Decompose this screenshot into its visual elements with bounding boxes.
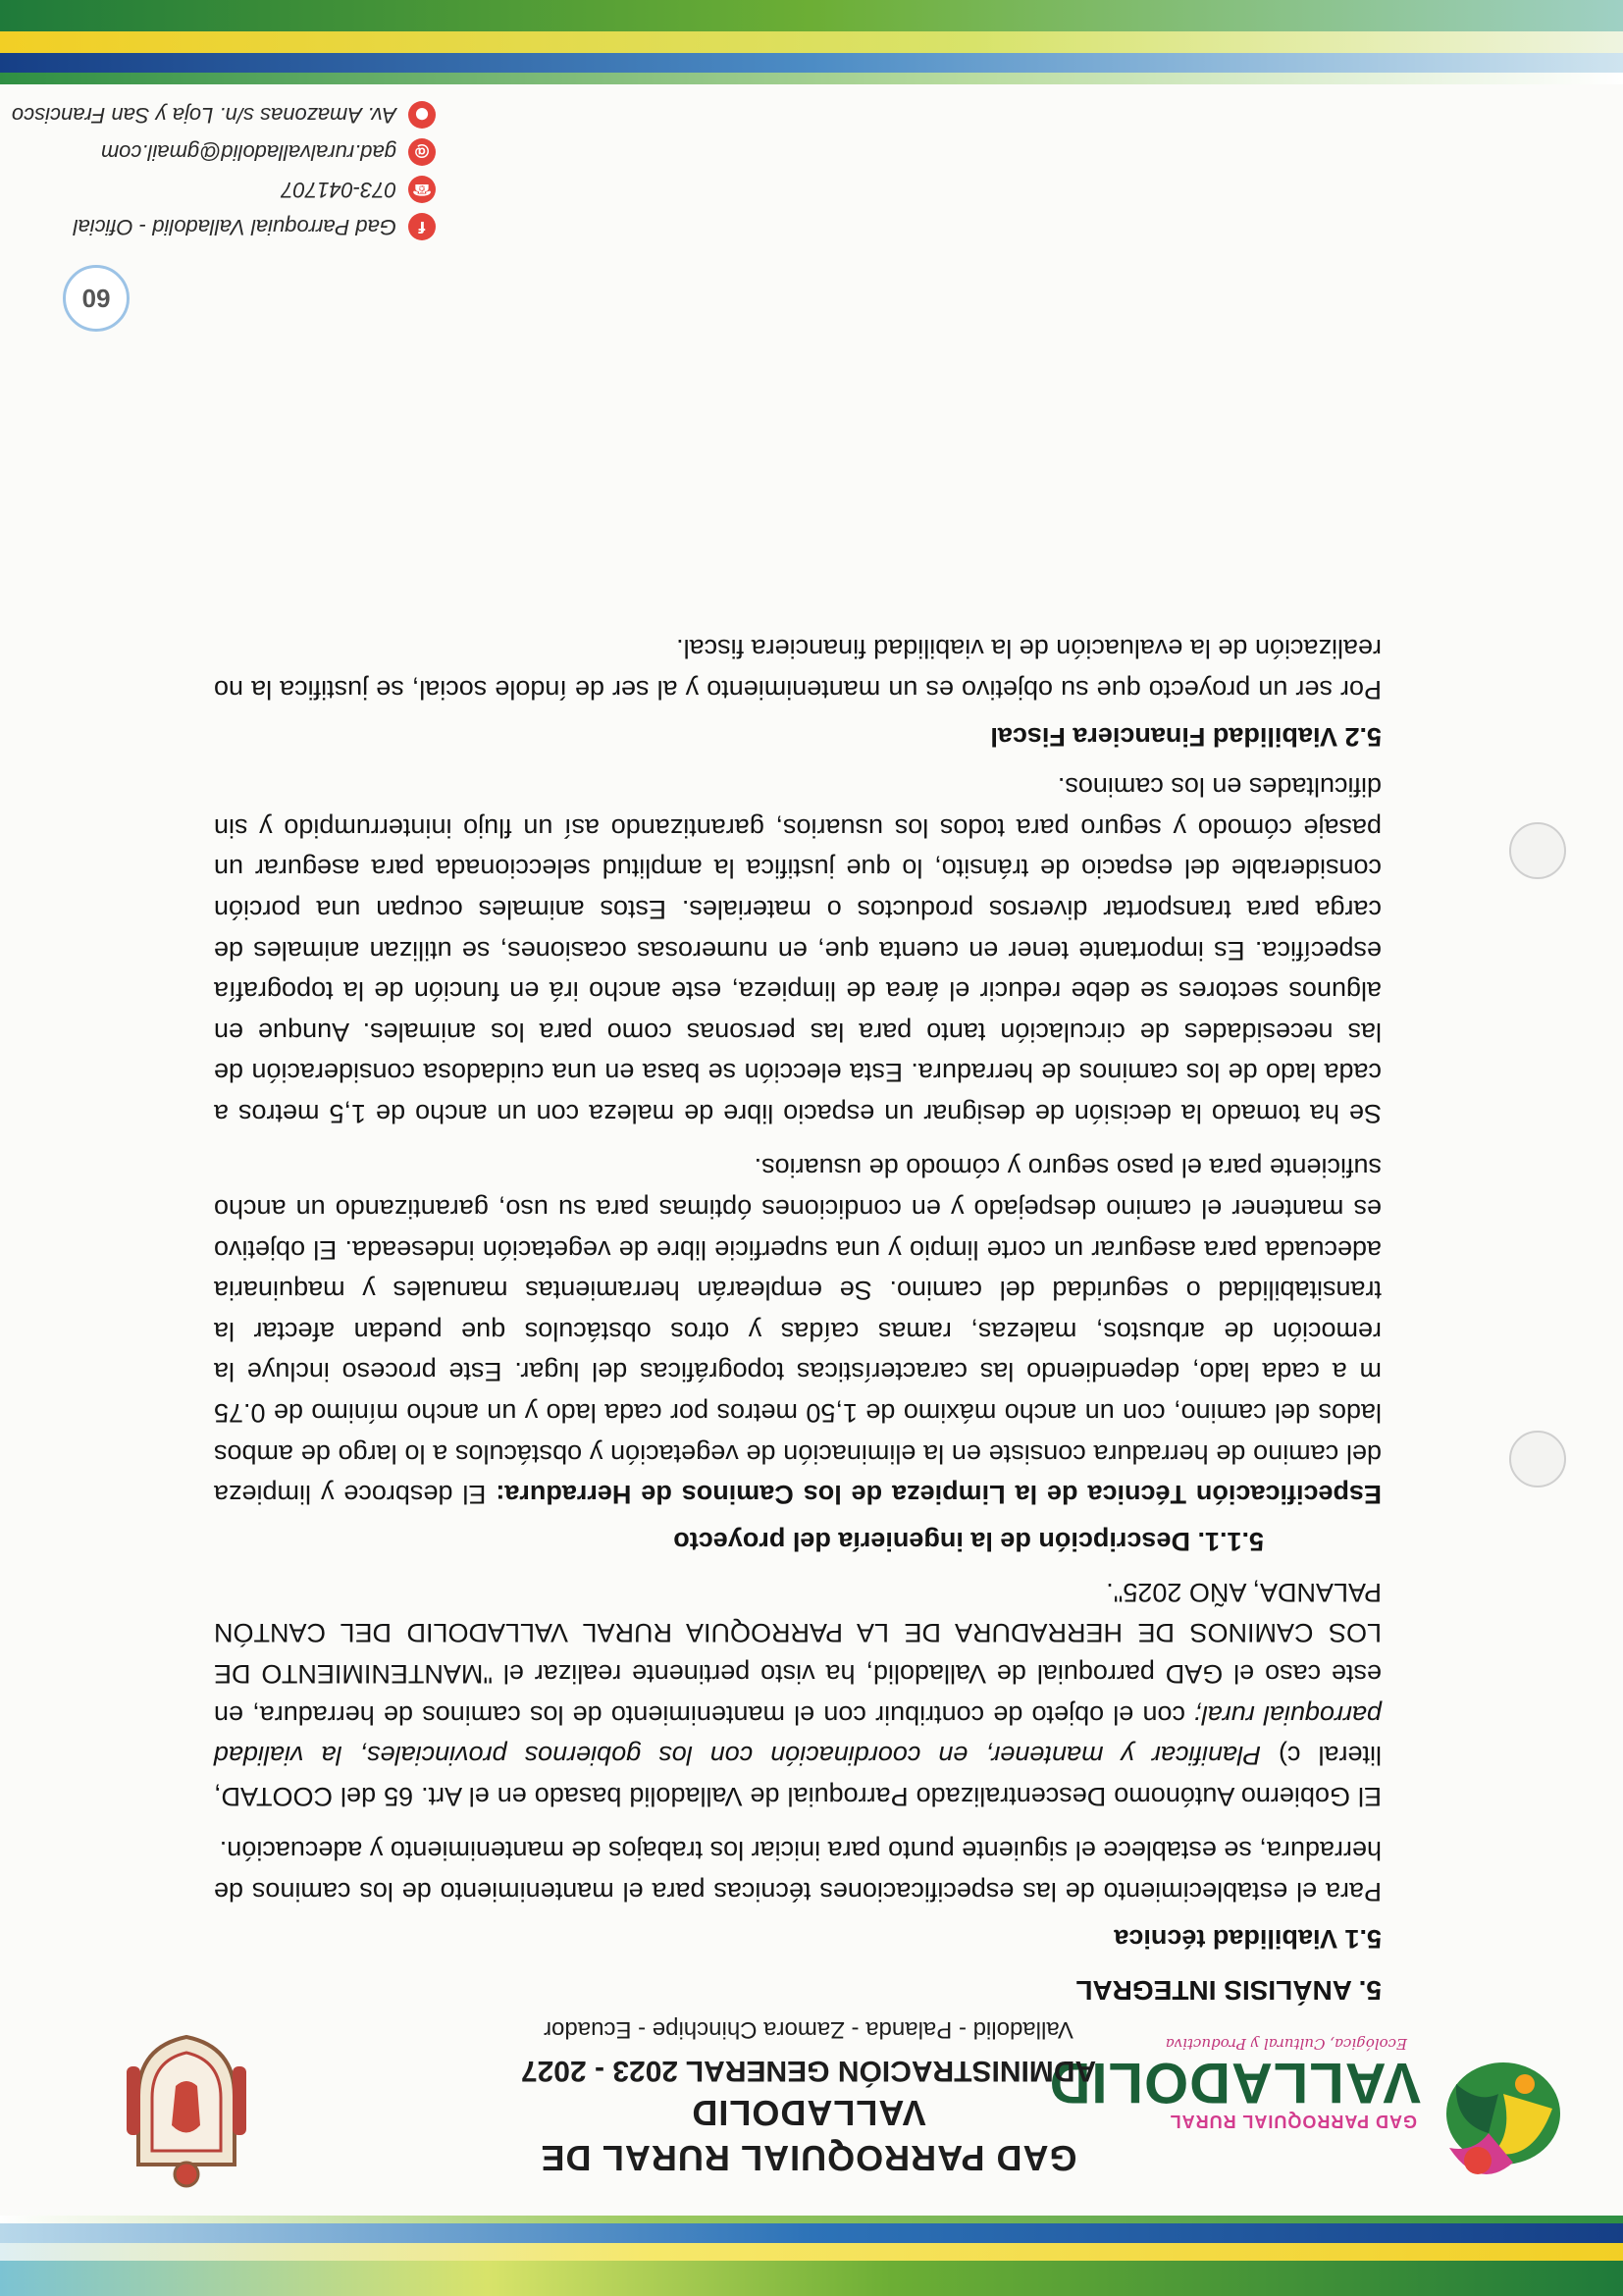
subsection-title-ingenieria: 5.1.1. Descripción de la ingeniería del proyecto <box>673 1527 1264 1557</box>
spec-text: El desbroce y limpieza del camino de herradura consiste en la eliminación de vegetación y obstáculos a lo largo de ambos lados del camino, con un ancho máximo de 1,50 metros por cada lado y un ancho mínimo de 0.75 m a cada lado, dependiendo las características topográficas del lugar. Este proceso incluye la remoción de arbustos, malezas, ramas caídas y otros obstáculos que puedan afectar la transitabilidad o seguridad del camino. Se emplearán herramientas manuales y maquinaria adecuada para asegurar un corte limpio y una superficie libre de vegetación indeseada. El objetivo es mantener el camino despejado y en condiciones óptimas para su uso, garantizando un ancho suficiente para el paso seguro y cómodo de usuarios. <box>213 1153 1382 1510</box>
paragraph-especificaciones: Para el establecimiento de las especificaciones técnicas para el mantenimiento de los caminos de herradura, se establece el siguiente punto para iniciar los trabajos de mantenimiento y adecuación. <box>214 1836 1382 1906</box>
header-text-block <box>426 2011 1191 2180</box>
header-band-blue <box>0 2223 1623 2243</box>
paragraph-especificacion-tecnica <box>214 1147 1382 1514</box>
paragraph-espacio-libre: Se ha tomado la decisión de designar un espacio libre de maleza con un ancho de 1,5 metros a cada lado de los caminos de herradura. Esta elección se basa en una cuidadosa consideración de las necesidades de circulación tanto para las personas como para los animales. Aunque en algunos sectores se debe reducir el área de limpieza, este ancho irá en función de la topografía específica. Es importante tener en cuenta que, en numerosas ocasiones, se utilizan animales de carga para transportar diversos productos o materiales. Estos animales ocupan una porción considerable del espacio de tránsito, lo que justifica la amplitud seleccionada para asegurar un pasaje cómodo y seguro para todos los usuarios, garantizando así un flujo ininterrumpido y sin dificultades en los caminos. <box>214 772 1382 1128</box>
contact-item <box>12 96 436 133</box>
page-number: 60 <box>63 265 130 332</box>
contact-facebook-text: Gad Parroquial Valladolid - Oficial <box>73 215 396 239</box>
contact-phone-text: 073-041707 <box>281 178 396 202</box>
footer-band-blue <box>0 53 1623 73</box>
section-title: 5. ANÁLISIS INTEGRAL <box>1075 1975 1382 2006</box>
contact-item <box>12 171 436 208</box>
contact-email-text: gad.ruralvalladolid@gmail.com <box>100 140 396 165</box>
brand-name: VALLADOLID <box>1048 2051 1421 2114</box>
phone-icon: ☎ <box>408 176 436 203</box>
valladolid-logo-icon <box>1435 2055 1572 2202</box>
contact-item <box>12 133 436 171</box>
header-band-yellow <box>0 2243 1623 2261</box>
brand-slogan: Ecológica, Cultural y Productiva <box>1165 2035 1407 2053</box>
header-band-green <box>0 2261 1623 2296</box>
subsection-title-viabilidad-tecnica: 5.1 Viabilidad técnica <box>1114 1924 1382 1954</box>
spec-heading: Especificación Técnica de la Limpieza de los Caminos de Herradura: <box>496 1480 1382 1510</box>
header-location: Valladolid - Palanda - Zamora Chinchipe - Ecuador <box>544 2016 1073 2043</box>
brand-top-text: GAD PARROQUIAL RURAL <box>1169 2112 1417 2131</box>
contact-list <box>12 96 436 245</box>
paragraph-cootad-italic: Planificar y mantener, en coordinación con los gobiernos provinciales, la vialidad parroquial rural; <box>213 1699 1382 1771</box>
paragraph-cootad-part-a: El Gobierno Autónomo Descentralizado Parroquial de Valladolid basado en el Art. 65 del COOTAD, literal c) <box>214 1741 1382 1811</box>
coat-of-arms-icon <box>119 2031 254 2194</box>
header-subtitle: ADMINISTRACIÓN GENERAL 2023 - 2027 <box>520 2055 1097 2087</box>
header-title: GAD PARROQUIAL RURAL DE VALLADOLID <box>540 2093 1077 2178</box>
footer-band-green-thin <box>0 73 1623 84</box>
punch-hole <box>1509 822 1566 879</box>
paragraph-viabilidad-financiera: Por ser un proyecto que su objetivo es un mantenimiento y al ser de índole social, se justifica la no realización de la evaluación de la viabilidad financiera fiscal. <box>214 633 1382 704</box>
facebook-icon: f <box>408 213 436 240</box>
punch-hole <box>1509 1431 1566 1487</box>
paragraph-cootad-part-b: con el objeto de contribuir con el mantenimiento de los caminos de herradura, en este caso el GAD parroquial de Valladolid, ha visto pertinente realizar el "MANTENIMIENTO DE LOS CAMINOS DE HERRADURA DE LA PARROQUIA RURAL VALLADOLID DEL CANTÓN PALANDA, AÑO 2025". <box>214 1577 1382 1730</box>
contact-item <box>12 208 436 245</box>
document-body <box>214 627 1382 2011</box>
location-icon: ● <box>408 101 436 129</box>
contact-address-text: Av. Amazonas s/n. Loja y San Francisco <box>11 103 396 128</box>
email-icon: @ <box>408 138 436 166</box>
subsection-title-viabilidad-financiera: 5.2 Viabilidad Financiera Fiscal <box>990 721 1382 752</box>
footer-band-green <box>0 0 1623 31</box>
paragraph-cootad <box>214 1571 1382 1816</box>
footer-band-yellow <box>0 31 1623 53</box>
header-band-green-thin <box>0 2216 1623 2223</box>
